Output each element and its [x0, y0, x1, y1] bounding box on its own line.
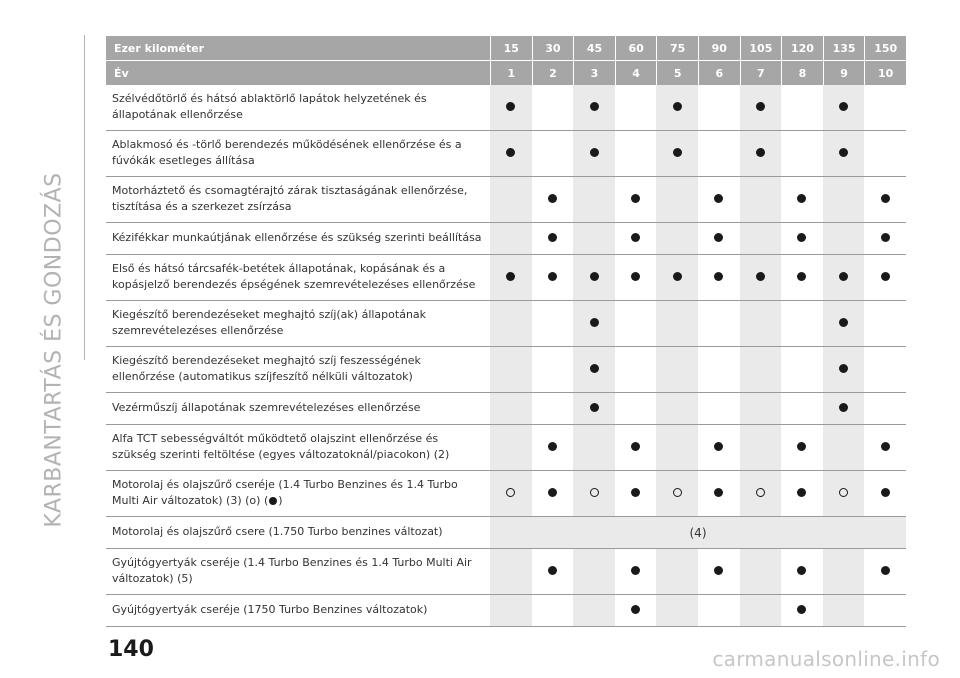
interval-cell	[698, 471, 740, 517]
filled-circle-icon	[839, 102, 848, 111]
interval-cell	[490, 347, 532, 393]
interval-cell	[864, 177, 906, 223]
interval-cell	[823, 255, 865, 301]
filled-circle-icon	[590, 272, 599, 281]
filled-circle-icon	[797, 233, 806, 242]
interval-cell	[781, 255, 823, 301]
interval-cell	[740, 85, 782, 131]
filled-circle-icon	[797, 194, 806, 203]
interval-cell	[656, 595, 698, 627]
empty-circle-icon	[673, 488, 682, 497]
interval-cell	[864, 223, 906, 255]
page-number: 140	[108, 637, 154, 662]
interval-cell	[656, 223, 698, 255]
filled-circle-icon	[548, 233, 557, 242]
km-cell: 135	[823, 36, 865, 61]
empty-circle-icon	[506, 488, 515, 497]
schedule-body	[106, 85, 906, 627]
filled-circle-icon	[631, 233, 640, 242]
filled-circle-icon	[881, 442, 890, 451]
interval-cell	[490, 425, 532, 471]
filled-circle-icon	[673, 102, 682, 111]
filled-circle-icon	[590, 403, 599, 412]
filled-circle-icon	[631, 488, 640, 497]
interval-cell	[656, 85, 698, 131]
task-text: Első és hátsó tárcsafék-betétek állapotának, kopásának és a kopásjelző berendezés épségének szemrevételezéses ellenőrzése	[112, 261, 476, 291]
side-divider	[84, 35, 85, 360]
filled-circle-icon	[756, 102, 765, 111]
interval-cell	[532, 595, 574, 627]
table-row	[106, 595, 906, 627]
interval-cell	[740, 393, 782, 425]
year-cell: 5	[656, 61, 698, 85]
interval-cell	[490, 255, 532, 301]
filled-circle-icon	[797, 605, 806, 614]
task-description	[106, 347, 490, 393]
interval-cell	[490, 177, 532, 223]
filled-circle-icon	[714, 272, 723, 281]
task-description	[106, 131, 490, 177]
interval-cell	[740, 347, 782, 393]
table-row	[106, 301, 906, 347]
interval-cell	[573, 223, 615, 255]
interval-cell	[740, 301, 782, 347]
task-text: Kiegészítő berendezéseket meghajtó szíj(ak) állapotának szemrevételezéses ellenőrzése	[112, 307, 427, 337]
year-cell: 4	[615, 61, 657, 85]
interval-cell	[864, 131, 906, 177]
filled-circle-icon	[881, 194, 890, 203]
filled-circle-icon	[797, 272, 806, 281]
interval-cell	[615, 471, 657, 517]
year-cell: 8	[781, 61, 823, 85]
filled-circle-icon	[839, 148, 848, 157]
interval-cell	[573, 549, 615, 595]
interval-cell	[698, 425, 740, 471]
task-text: Gyújtógyertyák cseréje (1.4 Turbo Benzines és 1.4 Turbo Multi Air változatok) (5)	[112, 555, 472, 585]
interval-cell	[532, 471, 574, 517]
interval-cell	[864, 347, 906, 393]
interval-cell	[864, 301, 906, 347]
interval-cell	[823, 223, 865, 255]
side-title-text: KARBANTARTÁS ÉS GONDOZÁS	[41, 172, 67, 528]
filled-circle-icon	[548, 566, 557, 575]
interval-cell	[864, 471, 906, 517]
interval-cell	[615, 549, 657, 595]
interval-cell	[490, 393, 532, 425]
interval-cell	[740, 425, 782, 471]
filled-circle-icon	[881, 488, 890, 497]
filled-circle-icon	[756, 148, 765, 157]
filled-circle-icon	[631, 566, 640, 575]
interval-cell	[615, 177, 657, 223]
interval-cell	[781, 549, 823, 595]
km-cell: 30	[532, 36, 574, 61]
interval-cell	[864, 425, 906, 471]
task-text: Ablakmosó és -törlő berendezés működésének ellenőrzése és a fúvókák esetleges állítása	[112, 137, 462, 167]
interval-cell	[823, 425, 865, 471]
interval-cell	[781, 393, 823, 425]
table-row	[106, 85, 906, 131]
filled-circle-icon	[631, 442, 640, 451]
interval-cell	[573, 131, 615, 177]
filled-circle-icon	[506, 272, 515, 281]
interval-cell	[532, 131, 574, 177]
interval-cell	[864, 595, 906, 627]
interval-cell	[490, 301, 532, 347]
interval-cell	[490, 549, 532, 595]
year-cell: 9	[823, 61, 865, 85]
interval-cell	[823, 549, 865, 595]
interval-cell	[532, 301, 574, 347]
km-cell: 45	[573, 36, 615, 61]
filled-circle-icon	[590, 318, 599, 327]
interval-cell	[615, 347, 657, 393]
interval-cell	[740, 549, 782, 595]
interval-cell	[573, 425, 615, 471]
interval-cell	[615, 131, 657, 177]
interval-cell	[532, 347, 574, 393]
filled-circle-icon	[506, 102, 515, 111]
filled-circle-icon	[506, 148, 515, 157]
filled-circle-icon	[590, 364, 599, 373]
interval-cell	[573, 85, 615, 131]
interval-cell	[615, 595, 657, 627]
filled-circle-icon	[590, 102, 599, 111]
filled-circle-icon	[631, 272, 640, 281]
filled-circle-icon	[797, 566, 806, 575]
table-row	[106, 347, 906, 393]
interval-cell	[573, 471, 615, 517]
filled-circle-icon	[881, 233, 890, 242]
year-cell: 6	[698, 61, 740, 85]
interval-cell	[615, 85, 657, 131]
filled-circle-icon	[797, 488, 806, 497]
filled-circle-icon	[714, 488, 723, 497]
filled-circle-icon	[548, 272, 557, 281]
interval-cell	[656, 301, 698, 347]
filled-circle-icon	[673, 272, 682, 281]
interval-cell	[490, 595, 532, 627]
filled-circle-icon	[881, 566, 890, 575]
filled-circle-icon	[714, 233, 723, 242]
header-km-row	[106, 36, 906, 61]
table-row	[106, 223, 906, 255]
filled-circle-icon	[714, 194, 723, 203]
interval-cell	[532, 85, 574, 131]
year-label: Év	[106, 61, 490, 85]
table-row	[106, 425, 906, 471]
task-description	[106, 301, 490, 347]
interval-cell	[698, 595, 740, 627]
interval-cell	[698, 301, 740, 347]
empty-circle-icon	[756, 488, 765, 497]
interval-cell	[740, 131, 782, 177]
interval-cell	[864, 255, 906, 301]
interval-cell	[656, 347, 698, 393]
interval-cell	[823, 177, 865, 223]
km-cell: 105	[740, 36, 782, 61]
task-text: Kézifékkar munkaútjának ellenőrzése és szükség szerinti beállítása	[112, 230, 482, 244]
filled-circle-icon	[548, 488, 557, 497]
task-text: Motorolaj és olajszűrő csere (1.750 Turbo benzines változat)	[112, 524, 443, 538]
header-year-row	[106, 61, 906, 85]
interval-cell	[781, 471, 823, 517]
task-text: Gyújtógyertyák cseréje (1750 Turbo Benzines változatok)	[112, 602, 428, 616]
interval-cell	[740, 223, 782, 255]
interval-cell	[698, 347, 740, 393]
table-row	[106, 177, 906, 223]
interval-cell	[532, 393, 574, 425]
interval-cell	[532, 549, 574, 595]
interval-cell	[532, 255, 574, 301]
interval-cell	[864, 85, 906, 131]
interval-cell	[823, 131, 865, 177]
interval-cell	[615, 393, 657, 425]
year-cell: 7	[740, 61, 782, 85]
interval-cell	[698, 255, 740, 301]
table-row	[106, 549, 906, 595]
filled-circle-icon	[714, 566, 723, 575]
interval-cell	[573, 255, 615, 301]
interval-cell	[532, 425, 574, 471]
filled-circle-icon	[631, 194, 640, 203]
task-description	[106, 223, 490, 255]
interval-cell	[740, 255, 782, 301]
filled-circle-icon	[881, 272, 890, 281]
interval-cell	[781, 347, 823, 393]
year-cell: 2	[532, 61, 574, 85]
year-cell: 10	[864, 61, 906, 85]
task-description	[106, 255, 490, 301]
task-text: Kiegészítő berendezéseket meghajtó szíj feszességének ellenőrzése (automatikus szíjfeszítő nélküli változatok)	[112, 353, 421, 383]
task-description	[106, 549, 490, 595]
watermark: carmanualsonline.info	[712, 647, 940, 671]
interval-cell	[656, 471, 698, 517]
interval-cell	[573, 301, 615, 347]
interval-cell	[823, 393, 865, 425]
filled-circle-icon	[673, 148, 682, 157]
interval-cell	[823, 595, 865, 627]
interval-cell	[573, 347, 615, 393]
km-cell: 60	[615, 36, 657, 61]
task-description	[106, 177, 490, 223]
year-cell: 3	[573, 61, 615, 85]
table-row	[106, 517, 906, 549]
interval-cell	[656, 549, 698, 595]
interval-cell	[573, 595, 615, 627]
km-cell: 150	[864, 36, 906, 61]
table-row	[106, 471, 906, 517]
table-row	[106, 131, 906, 177]
interval-cell	[781, 85, 823, 131]
interval-cell	[781, 301, 823, 347]
interval-cell	[740, 177, 782, 223]
interval-cell	[615, 223, 657, 255]
interval-cell	[532, 177, 574, 223]
interval-cell	[823, 471, 865, 517]
interval-cell	[656, 255, 698, 301]
interval-cell	[698, 223, 740, 255]
task-text: Vezérműszíj állapotának szemrevételezéses ellenőrzése	[112, 400, 421, 414]
interval-cell	[532, 223, 574, 255]
task-text: Alfa TCT sebességváltót működtető olajszint ellenőrzése és szükség szerinti feltöltése (egyes változatoknál/piacokon) (2)	[112, 431, 450, 461]
interval-cell	[864, 549, 906, 595]
interval-cell	[615, 255, 657, 301]
interval-cell	[823, 85, 865, 131]
interval-cell	[740, 595, 782, 627]
note-cell: (4)	[490, 517, 906, 549]
filled-circle-icon	[631, 605, 640, 614]
empty-circle-icon	[839, 488, 848, 497]
interval-cell	[781, 131, 823, 177]
task-description	[106, 393, 490, 425]
km-cell: 90	[698, 36, 740, 61]
task-description	[106, 425, 490, 471]
filled-circle-icon	[839, 318, 848, 327]
filled-circle-icon	[839, 403, 848, 412]
filled-circle-icon	[269, 497, 277, 505]
interval-cell	[740, 471, 782, 517]
task-description	[106, 517, 490, 549]
task-description	[106, 471, 490, 517]
km-cell: 15	[490, 36, 532, 61]
table-row	[106, 255, 906, 301]
filled-circle-icon	[797, 442, 806, 451]
interval-cell	[698, 549, 740, 595]
interval-cell	[615, 301, 657, 347]
interval-cell	[656, 131, 698, 177]
maintenance-schedule-table	[106, 36, 906, 627]
interval-cell	[573, 177, 615, 223]
filled-circle-icon	[839, 272, 848, 281]
interval-cell	[656, 393, 698, 425]
filled-circle-icon	[548, 194, 557, 203]
interval-cell	[573, 393, 615, 425]
task-text-suffix: )	[278, 493, 283, 507]
interval-cell	[781, 177, 823, 223]
filled-circle-icon	[590, 148, 599, 157]
interval-cell	[656, 177, 698, 223]
interval-cell	[781, 425, 823, 471]
km-cell: 75	[656, 36, 698, 61]
interval-cell	[698, 177, 740, 223]
interval-cell	[864, 393, 906, 425]
interval-cell	[781, 595, 823, 627]
filled-circle-icon	[756, 272, 765, 281]
table-row	[106, 393, 906, 425]
interval-cell	[698, 393, 740, 425]
filled-circle-icon	[839, 364, 848, 373]
task-text: Motorháztető és csomagtérajtó zárak tisztaságának ellenőrzése, tisztítása és a szerkezet zsírzása	[112, 183, 468, 213]
empty-circle-icon	[590, 488, 599, 497]
year-cell: 1	[490, 61, 532, 85]
interval-cell	[656, 425, 698, 471]
interval-cell	[823, 347, 865, 393]
interval-cell	[615, 425, 657, 471]
filled-circle-icon	[714, 442, 723, 451]
interval-cell	[698, 85, 740, 131]
interval-cell	[490, 471, 532, 517]
interval-cell	[823, 301, 865, 347]
interval-cell	[490, 131, 532, 177]
task-description	[106, 85, 490, 131]
interval-cell	[490, 223, 532, 255]
km-cell: 120	[781, 36, 823, 61]
interval-cell	[698, 131, 740, 177]
interval-cell	[490, 85, 532, 131]
task-text: Motorolaj és olajszűrő cseréje (1.4 Turbo Benzines és 1.4 Turbo Multi Air változatok) (3) (o) (	[112, 477, 458, 507]
km-label: Ezer kilométer	[106, 36, 490, 61]
interval-cell	[781, 223, 823, 255]
filled-circle-icon	[548, 442, 557, 451]
task-description	[106, 595, 490, 627]
task-text: Szélvédőtörlő és hátsó ablaktörlő lapátok helyzetének és állapotának ellenőrzése	[112, 91, 427, 121]
